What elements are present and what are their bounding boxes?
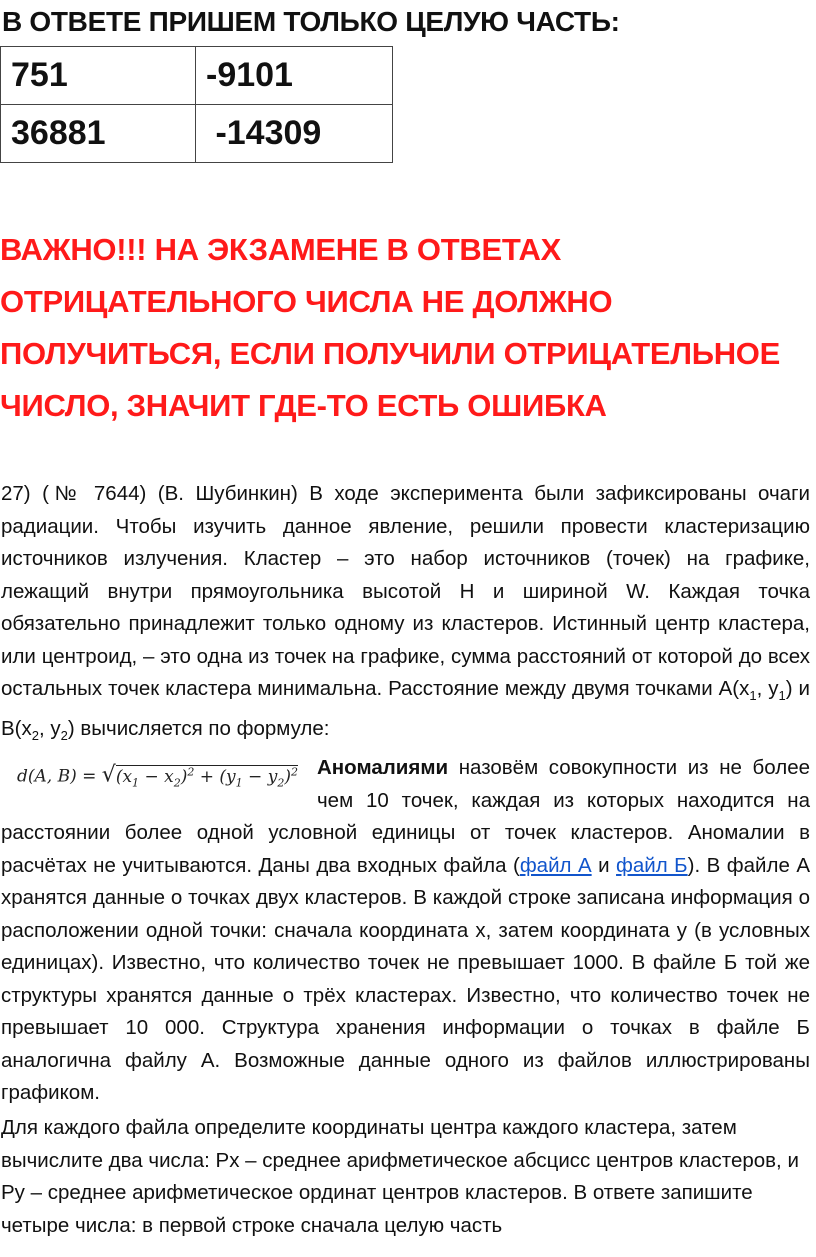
formula-var: x [122,766,133,787]
anomalies-term: Аномалиями [317,756,449,780]
text-fragment: и [591,853,617,877]
answer-instruction-heading: В ОТВЕТЕ ПРИШЕМ ТОЛЬКО ЦЕЛУЮ ЧАСТЬ: [2,6,620,37]
formula-exponent: 2 [187,765,195,779]
text-fragment: ) и B(x [1,677,810,740]
formula-radicand: $(x_1 - x_2)^2 + (y_1 - y_2)^2$ [115,765,298,790]
answers-table [0,46,393,163]
problem-text [1,478,810,1110]
table-row [1,105,393,163]
formula-index: 1 [132,776,140,790]
files-description: ). В файле A хранятся данные о точках двух кластеров. В каждой строке записана информация о расположении одной точки: сначала координата x, затем координата y (в условных единицах). Известно, что количество точек не превышает 1000. В файле Б той же структуры хранятся данные о трёх кластерах. Известно, что количество точек не превышает 10 000. Структура хранения информации о точках в файле Б аналогична файлу А. Возможные данные одного из файлов иллюстрированы графиком. [1,853,810,1105]
file-a-link[interactable]: файл А [519,853,592,877]
formula-index: 2 [277,776,285,790]
formula-index: 1 [235,776,243,790]
formula-lhs: d(A, B) = [17,766,102,787]
text-fragment: , y [756,677,779,700]
table-cell: 751 [1,47,196,105]
anomalies-text: назовём совокупности из не более чем 10 точек, каждая из которых находится на расстоянии более одной условной единицы от точек кластеров. Аномалии в расчётах не учитываются. Даны два входных файла ( [1,756,810,877]
formula-var: y [226,766,236,787]
table-row [1,47,393,105]
task-text: Для каждого файла определите координаты центра каждого кластера, затем вычислите два числа: Px – среднее арифметическое абсцисс центров кластеров, и Py – среднее арифметическое ординат центров кластеров. В ответе запишите четыре числа: в первой строке сначала целую часть [1,1116,799,1237]
subscript: 1 [749,688,757,704]
formula-var: y [267,766,278,787]
file-b-link[interactable]: файл Б [616,853,688,877]
text-fragment: ) вычисляется по формуле: [67,716,330,740]
subscript: 2 [60,727,68,743]
formula-exponent: 2 [290,765,298,779]
table-cell: -9101 [196,47,393,105]
formula-index: 2 [173,776,181,790]
subscript: 1 [778,688,786,704]
important-warning: ВАЖНО!!! НА ЭКЗАМЕНЕ В ОТВЕТАХ ОТРИЦАТЕЛЬНОГО ЧИСЛА НЕ ДОЛЖНО ПОЛУЧИТЬСЯ, ЕСЛИ ПОЛУЧИЛИ ОТРИЦАТЕЛЬНОЕ ЧИСЛО, ЗНАЧИТ ГДЕ-ТО ЕСТЬ ОШИБКА [0,232,780,423]
distance-formula [17,750,309,794]
subscript: 2 [31,727,39,743]
problem-intro: 27) (№ 7644) (В. Шубинкин) В ходе эксперимента были зафиксированы очаги радиации. Чтобы изучить данное явление, решили провести кластеризацию источников излучения. Кластер – это набор источников (точек) на графике, лежащий внутри прямоугольника высотой H и шириной W. Каждая точка обязательно принадлежит только одному из кластеров. Истинный центр кластера, или центроид, – это одна из точек на графике, сумма расстояний от которой до всех остальных точек кластера минимальна. Расстояние между двумя точками A(x [1,482,810,700]
sqrt-sign: √ [101,762,116,788]
table-cell: -14309 [196,105,393,163]
table-cell: 36881 [1,105,196,163]
formula-var: x [164,766,174,787]
text-fragment: , y [38,716,61,740]
